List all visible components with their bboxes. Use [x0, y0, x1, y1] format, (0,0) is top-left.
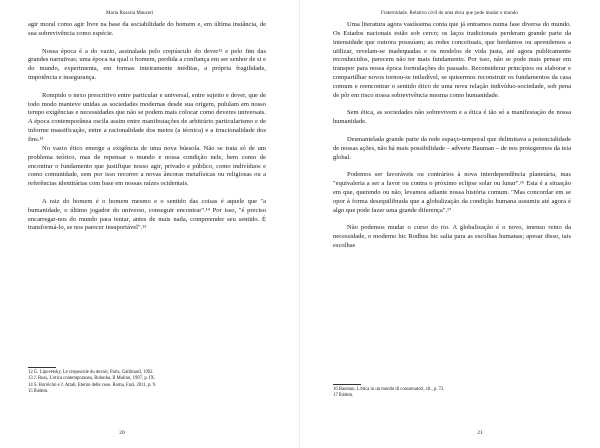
- running-head-left: Maria Rosaria Mauceri: [106, 11, 154, 16]
- footnote: 12 G. Lipovetsky, Le crepuscule du devoir, Paris, Gallimard, 1992.: [28, 370, 154, 375]
- paragraph: No vazio ético emerge a exigência de uma nova bússola. Não se trata só de um problema teórico, mas de repensar o mundo e nossa condição nele, bem como de encontrar o fundamento que justifique nosso agir, privado e público, como indivíduos e como comunidade, sem por isso recorrer a novas âncoras metafísicas ou religiosas ou a referências identitárias com base em nossas raízes ocidentais.: [28, 144, 266, 188]
- paragraph: Nossa época é a do vazio, assinalada pelo crepúsculo do dever¹² e pelo fim das grandes narrativas; uma época na qual o homem, perdida a confiança em ser senhor de si e do mundo, experimenta, em formas inteiramente inéditas, a própria fragilidade, impotência e insegurança.: [28, 47, 266, 82]
- footnotes-left: [28, 367, 266, 395]
- paragraph: Podemos ser favoráveis ou contrários à nova interdependência planetária, mas "equivaleria a ser a favor ou contra o próximo eclipse solar ou lunar".¹⁶ Esta é a situação em que, querendo ou não, levamos adiante nossa história comum. "Mas concordar em se opor à forma desequilibrada que a globalização da condição humana assumiu até agora é algo que pode fazer uma grande diferença".¹⁷: [333, 171, 571, 214]
- paragraph: Rompido o nexo prescritivo entre particular e universal, entre sujeito e dever, que de todo modo manteve unidas as sociedades modernas desde sua origem, pululam em nosso tempo exigências e necessidades que não se podem mais colocar como deveres universais. A época contemporânea oscila assim entre manifestações de arbitrário particularismo e de informe massificação, entre a racionalidade dos meios (a técnica) e a irracionalidade dos fins.¹³: [28, 91, 266, 143]
- paragraph: Desmantelada grande parte da rede espaço-temporal que delimitava a potencialidade de nossas ações, não há mais possibilidade – adverte Bauman – de nos protegermos da teia global.: [333, 135, 571, 161]
- page-number-left: 20: [119, 430, 125, 436]
- paragraph: Sem ética, as sociedades não sobrevivem e a ética é tão só a manifestação de nossa humanidade.: [333, 109, 571, 126]
- paragraph: Uma literatura agora vastíssima conta que já entramos numa fase diversa do mundo. Os Estados nacionais estão sob cerco; os laços tradicionais perderam grande parte da intensidade que outrora possuíam; as redes conceituais, que herdamos ou aprendemos a utilizar, revelam-se inadequadas e os modelos de vida justa, até agora publicamente reconhecidos, parecem não ter mais fundamento. Por isso, não se pode mais pensar em transpor para nossa época formulações do passado. Reconsiderar princípios ou elaborar e compartilhar novos tornou-se iniludível, se quisermos reconstruir os fundamentos da casa comum e reencontrar o sentido ético de uma nova relação indivíduo-sociedade, sob pena de pôr em risco nossa sobrevivência mesma como humanidade.: [333, 21, 571, 99]
- running-head-right: Fraternidade. Relativo civil de uma ética que pode mudar o mundo: [381, 11, 518, 16]
- footnote: 14 S. Borrêcini e J. Attali, Eterno delle cose, Roma, Fazi, 2011, p. 9.: [28, 382, 157, 388]
- paragraph: agir moral como agir livre na base da sociabilidade do homem e, em última instância, de sua sobrevivência como espécie.: [28, 21, 266, 37]
- footnote-rule: [333, 384, 361, 385]
- footnote: 13 J. Russ, L'etica contemporanea, Bolonha, Il Mulino, 1997, p. IX.: [28, 376, 156, 382]
- paragraph: Não podemos mudar o curso do rio. A globalização é o novo, imenso reino da necessidade, o moderno hic Rodhus hic salta para as escolhas humanas; apesar disso, tais escolhas: [333, 224, 571, 250]
- footnote: 15 Ibidem.: [28, 388, 49, 394]
- right-page-body: [333, 21, 571, 251]
- page-number-right: 21: [477, 430, 483, 436]
- right-page: [300, 0, 600, 448]
- footnote: 16 Bauman, L'etica in un mondo di consumatori, cit., p. 72.: [333, 387, 445, 392]
- footnote-rule: [28, 367, 56, 368]
- left-page-body: [28, 21, 266, 233]
- footnote: 17 Ibidem.: [333, 393, 354, 399]
- footnotes-right: [333, 384, 571, 400]
- paragraph: A raiz do homem é o homem mesmo e o sentido das coisas é aquele que "a humanidade, o último jogador do universo, conseguir encontrar".¹⁴ Por isso, "é preciso encarregar-nos do mundo para tentar, antes de mais nada, compreender seu sentido. É transformá-lo, se nos parecer insuportável".¹⁵: [28, 197, 266, 232]
